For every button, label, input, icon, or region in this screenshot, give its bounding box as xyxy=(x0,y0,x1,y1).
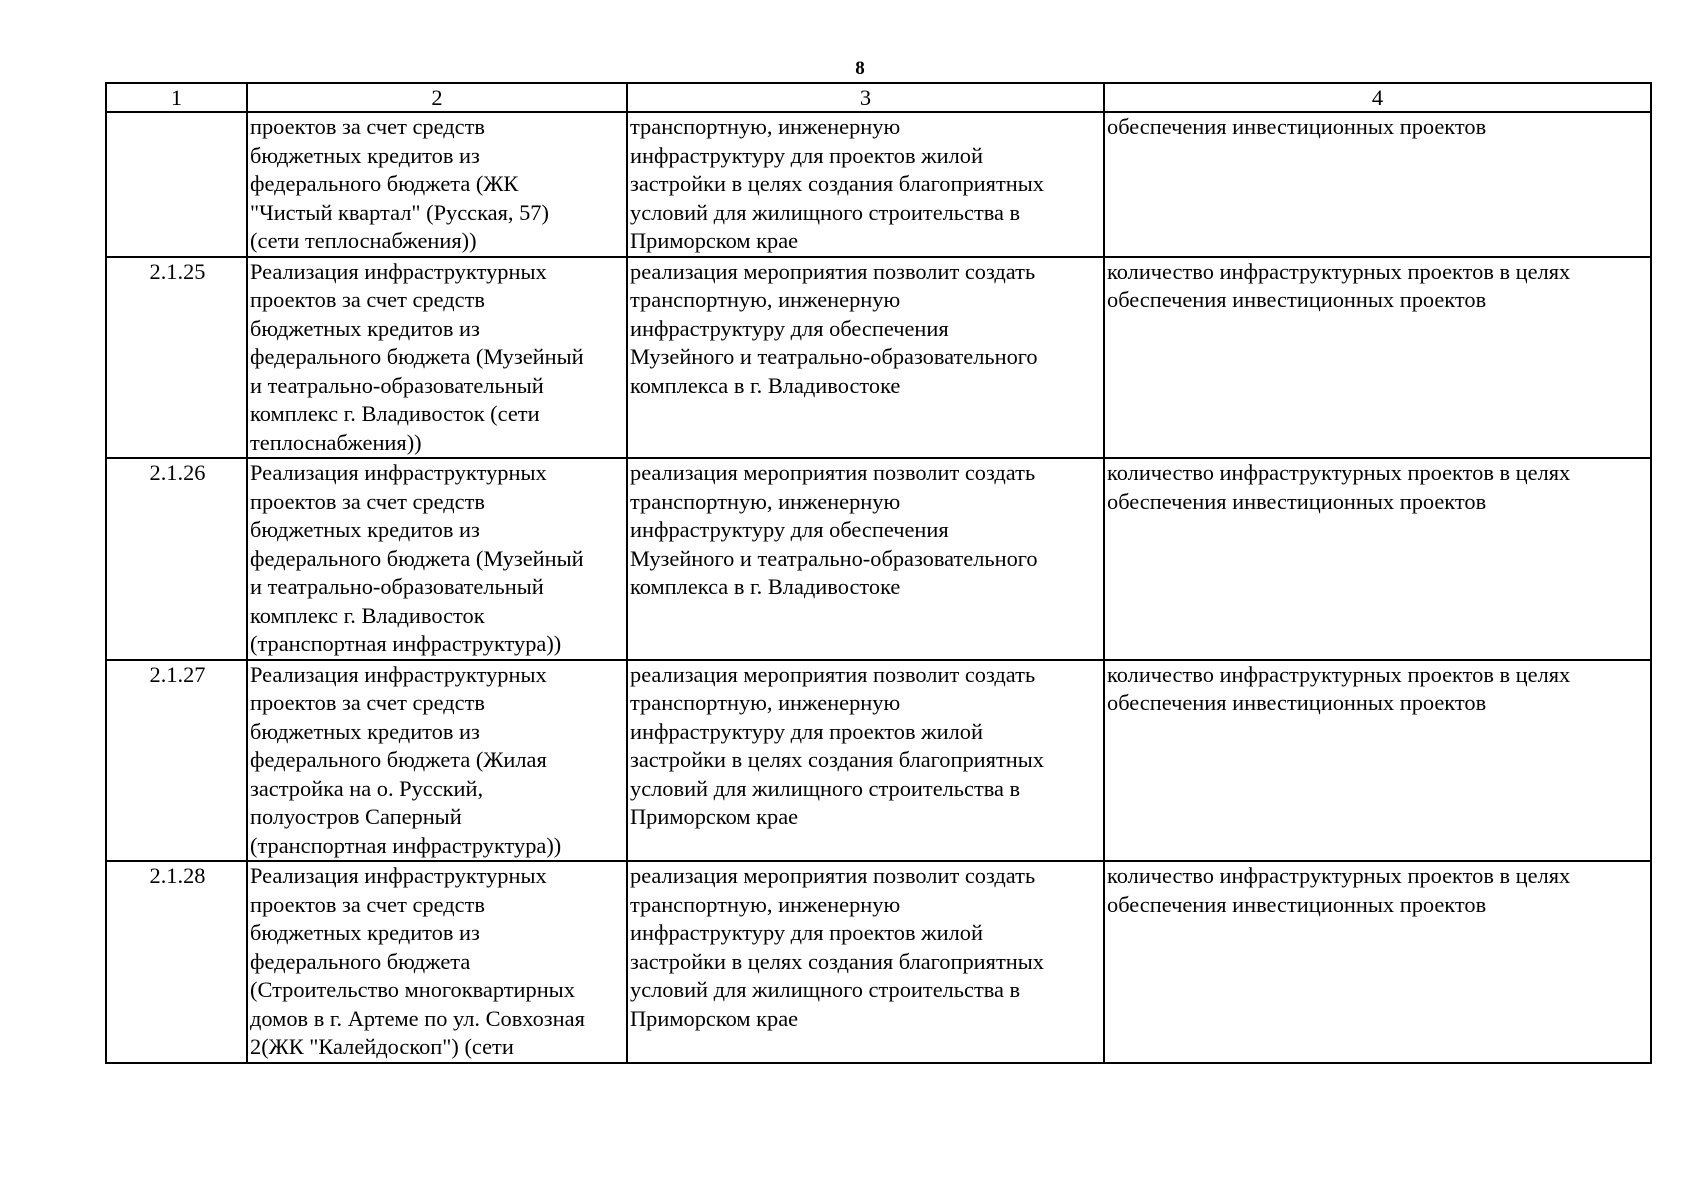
measure-name-cell xyxy=(247,861,627,1063)
cell-text-line: теплоснабжения)) xyxy=(250,429,422,455)
cell-text-line: количество инфраструктурных проектов в целях xyxy=(1107,661,1571,687)
row-number xyxy=(106,112,247,257)
cell-text-line: условий для жилищного строительства в xyxy=(630,775,1021,801)
cell-text-line: проектов за счет средств xyxy=(250,891,485,917)
cell-text-line: обеспечения инвестиционных проектов xyxy=(1107,114,1487,139)
cell-text-line: проектов за счет средств xyxy=(250,114,485,139)
table-row xyxy=(106,112,1651,257)
cell-text-line: Реализация инфраструктурных xyxy=(250,863,547,888)
cell-text-line: транспортную, инженерную xyxy=(630,488,901,514)
cell-text-line: (транспортная инфраструктура)) xyxy=(250,631,562,656)
cell-text-line: федерального бюджета (Музейный xyxy=(250,545,584,571)
table-header-row xyxy=(106,83,1651,112)
cell-text-line: обеспечения инвестиционных проектов xyxy=(1107,891,1487,917)
cell-text-line: транспортную, инженерную xyxy=(630,891,901,917)
cell-text-line: количество инфраструктурных проектов в целях xyxy=(1107,863,1571,888)
cell-text-line: Реализация инфраструктурных xyxy=(250,258,547,284)
cell-text-line: полуостров Саперный xyxy=(250,804,462,829)
cell-text-line: застройки в целях создания благоприятных xyxy=(630,747,1044,772)
column-header: 3 xyxy=(627,83,1104,112)
cell-text-line: реализация мероприятия позволит создать xyxy=(630,863,1036,888)
column-header: 2 xyxy=(247,83,627,112)
indicator-cell xyxy=(1104,257,1651,459)
cell-text-line: застройки в целях создания благоприятных xyxy=(630,948,1044,974)
cell-text-line: домов в г. Артеме по ул. Совхозная xyxy=(250,1005,585,1031)
cell-text-line: условий для жилищного строительства в xyxy=(630,977,1021,1002)
cell-text-line: инфраструктуру для проектов жилой xyxy=(630,142,983,168)
table-row xyxy=(106,257,1651,459)
cell-text-line: бюджетных кредитов из xyxy=(250,142,480,168)
cell-text-line: условий для жилищного строительства в xyxy=(630,199,1021,225)
cell-text-line: бюджетных кредитов из xyxy=(250,517,480,542)
cell-text-line: бюджетных кредитов из xyxy=(250,718,480,744)
table-row xyxy=(106,861,1651,1063)
cell-text-line: Реализация инфраструктурных xyxy=(250,661,547,687)
cell-text-line: Музейного и театрально-образовательного xyxy=(630,344,1038,369)
measure-name-cell xyxy=(247,112,627,257)
cell-text-line: инфраструктуру для обеспечения xyxy=(630,315,949,341)
cell-text-line: бюджетных кредитов из xyxy=(250,315,480,341)
row-number: 2.1.25 xyxy=(106,257,247,459)
cell-text-line: комплекса в г. Владивостоке xyxy=(630,372,901,398)
page-number: 8 xyxy=(855,58,865,79)
cell-text-line: количество инфраструктурных проектов в целях xyxy=(1107,258,1571,284)
cell-text-line: обеспечения инвестиционных проектов xyxy=(1107,690,1487,715)
cell-text-line: комплекс г. Владивосток xyxy=(250,602,485,628)
cell-text-line: транспортную, инженерную xyxy=(630,114,901,139)
indicator-cell xyxy=(1104,861,1651,1063)
cell-text-line: 2(ЖК "Калейдоскоп") (сети xyxy=(250,1034,514,1059)
indicator-cell xyxy=(1104,458,1651,660)
cell-text-line: федерального бюджета xyxy=(250,948,471,974)
cell-text-line: застройки в целях создания благоприятных xyxy=(630,171,1044,196)
indicator-cell xyxy=(1104,660,1651,862)
cell-text-line: "Чистый квартал" (Русская, 57) xyxy=(250,199,549,225)
cell-text-line: комплекс г. Владивосток (сети xyxy=(250,401,540,426)
measure-name-cell xyxy=(247,257,627,459)
row-number: 2.1.28 xyxy=(106,861,247,1063)
cell-text-line: проектов за счет средств xyxy=(250,690,485,715)
cell-text-line: реализация мероприятия позволит создать xyxy=(630,661,1036,687)
expected-result-cell xyxy=(627,458,1104,660)
cell-text-line: проектов за счет средств xyxy=(250,488,485,514)
cell-text-line: Приморском крае xyxy=(630,804,799,829)
measure-name-cell xyxy=(247,660,627,862)
cell-text-line: обеспечения инвестиционных проектов xyxy=(1107,287,1487,312)
cell-text-line: (сети теплоснабжения)) xyxy=(250,228,477,253)
column-header: 4 xyxy=(1104,83,1651,112)
column-header: 1 xyxy=(106,83,247,112)
cell-text-line: Приморском крае xyxy=(630,228,799,253)
measure-name-cell xyxy=(247,458,627,660)
table-row xyxy=(106,660,1651,862)
expected-result-cell xyxy=(627,257,1104,459)
cell-text-line: федерального бюджета (Музейный xyxy=(250,344,584,369)
cell-text-line: комплекса в г. Владивостоке xyxy=(630,574,901,599)
cell-text-line: инфраструктуру для проектов жилой xyxy=(630,718,983,744)
table-row xyxy=(106,458,1651,660)
cell-text-line: федерального бюджета (ЖК xyxy=(250,171,519,196)
cell-text-line: Реализация инфраструктурных xyxy=(250,460,547,485)
cell-text-line: транспортную, инженерную xyxy=(630,287,901,312)
expected-result-cell xyxy=(627,112,1104,257)
expected-result-cell xyxy=(627,861,1104,1063)
row-number: 2.1.27 xyxy=(106,660,247,862)
row-number: 2.1.26 xyxy=(106,458,247,660)
cell-text-line: федерального бюджета (Жилая xyxy=(250,747,547,772)
cell-text-line: и театрально-образовательный xyxy=(250,574,544,599)
cell-text-line: бюджетных кредитов из xyxy=(250,920,480,945)
cell-text-line: застройка на о. Русский, xyxy=(250,775,484,801)
cell-text-line: реализация мероприятия позволит создать xyxy=(630,460,1036,485)
indicator-cell xyxy=(1104,112,1651,257)
expected-result-cell xyxy=(627,660,1104,862)
cell-text-line: Приморском крае xyxy=(630,1005,799,1031)
cell-text-line: и театрально-образовательный xyxy=(250,372,544,398)
cell-text-line: инфраструктуру для обеспечения xyxy=(630,517,949,542)
cell-text-line: проектов за счет средств xyxy=(250,287,485,312)
cell-text-line: инфраструктуру для проектов жилой xyxy=(630,920,983,945)
cell-text-line: транспортную, инженерную xyxy=(630,690,901,715)
cell-text-line: (Строительство многоквартирных xyxy=(250,977,575,1002)
cell-text-line: (транспортная инфраструктура)) xyxy=(250,832,562,858)
cell-text-line: Музейного и театрально-образовательного xyxy=(630,545,1038,571)
document-table xyxy=(105,82,1652,1064)
cell-text-line: реализация мероприятия позволит создать xyxy=(630,258,1036,284)
cell-text-line: количество инфраструктурных проектов в целях xyxy=(1107,460,1571,485)
cell-text-line: обеспечения инвестиционных проектов xyxy=(1107,488,1487,514)
